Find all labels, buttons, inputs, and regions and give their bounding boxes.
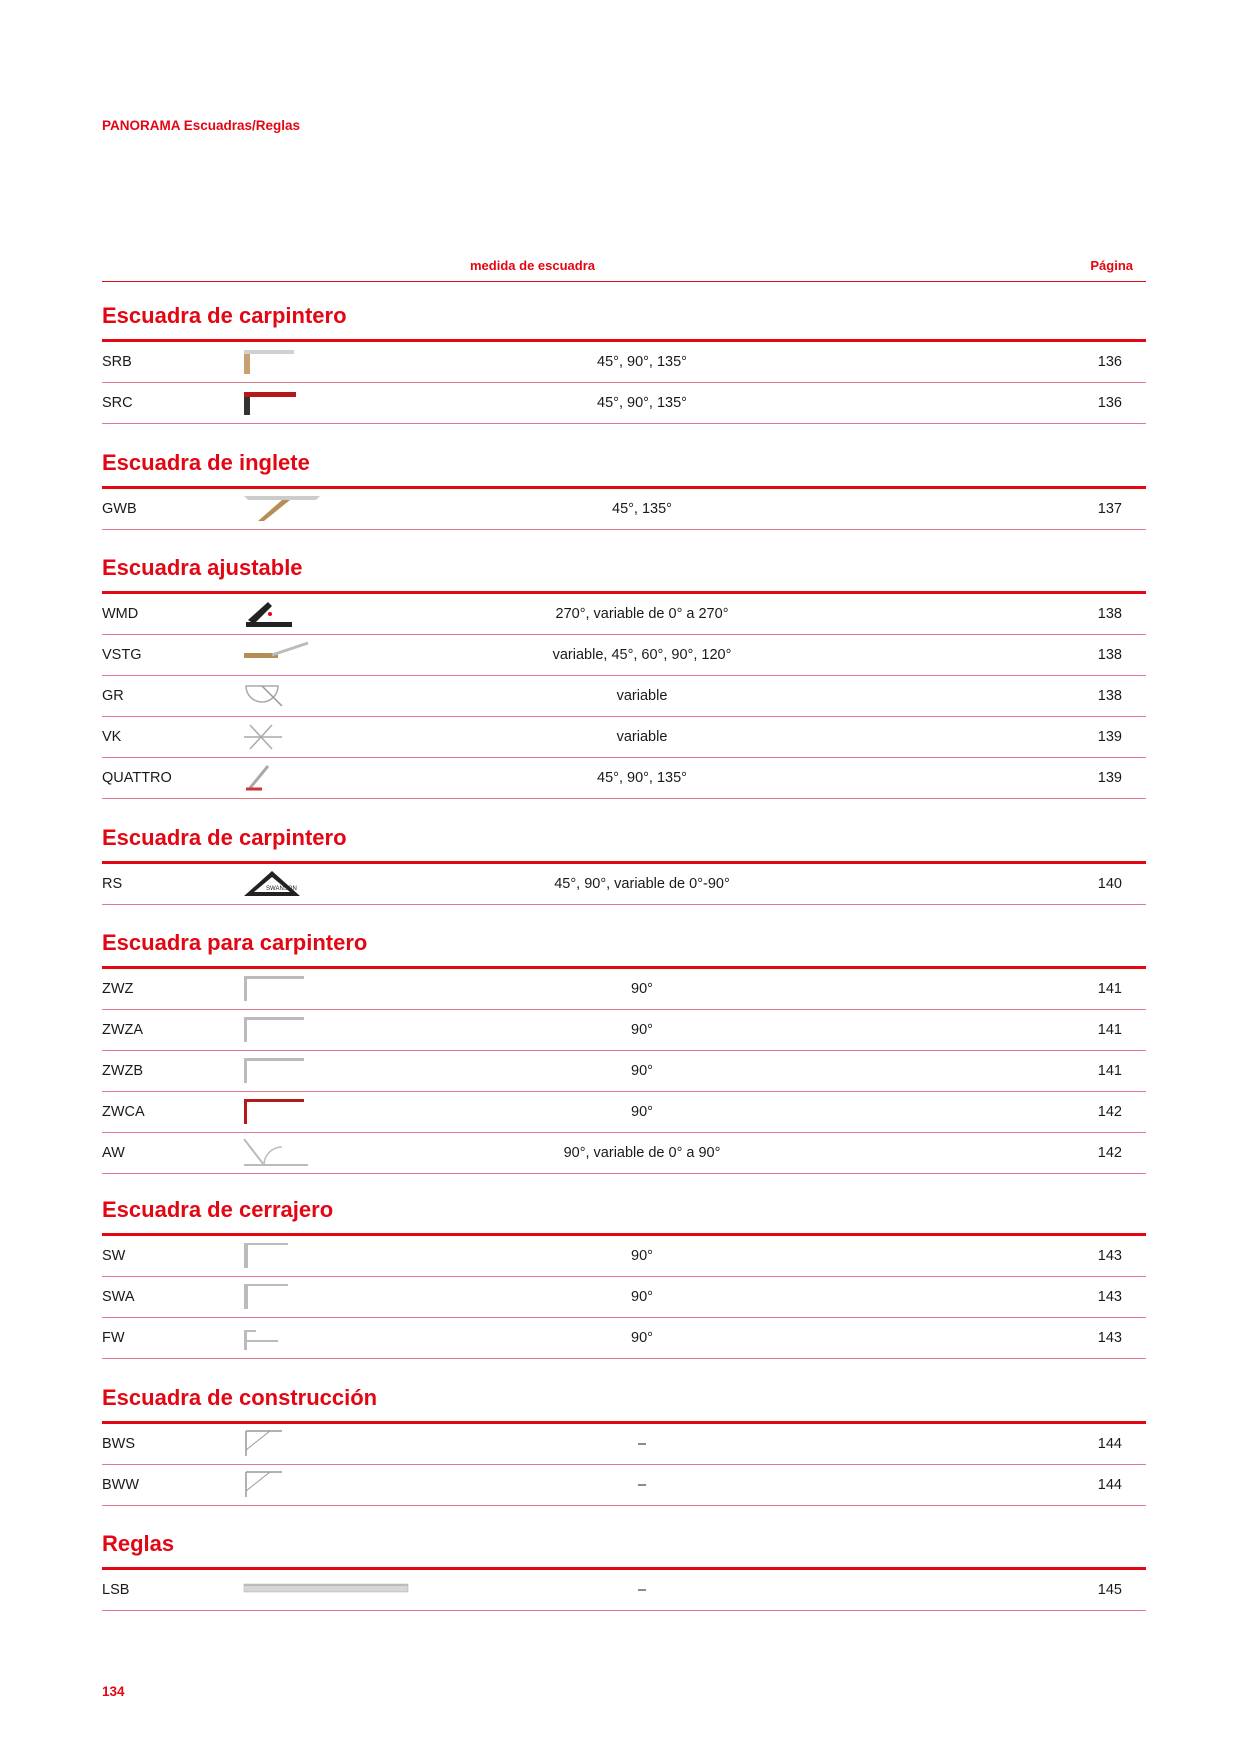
section — [102, 1196, 1146, 1359]
page-reference: 142 — [1097, 1104, 1122, 1120]
table-row — [102, 1277, 1146, 1318]
svg-text:SWANSON: SWANSON — [266, 886, 297, 892]
table-row — [102, 635, 1146, 676]
angle-measure: 45°, 90°, 135° — [597, 395, 687, 411]
table-row — [102, 1051, 1146, 1092]
section — [102, 1384, 1146, 1506]
product-code: VK — [102, 729, 122, 745]
section-title: Escuadra para carpintero — [102, 930, 368, 955]
product-code: SW — [102, 1248, 126, 1264]
product-code: AW — [102, 1145, 125, 1161]
product-code: GR — [102, 688, 124, 704]
table-row — [102, 383, 1146, 424]
product-code: VSTG — [102, 647, 142, 663]
angle-measure: 90° — [631, 1022, 653, 1038]
angle-measure: – — [637, 1436, 647, 1452]
angle-measure: 90°, variable de 0° a 90° — [563, 1145, 721, 1161]
page-reference: 138 — [1097, 647, 1122, 663]
section — [102, 554, 1146, 799]
angle-measure: – — [637, 1477, 647, 1493]
section-title: Escuadra de cerrajero — [102, 1197, 334, 1222]
flat-square-icon — [242, 973, 322, 1005]
protractor-square-icon — [242, 1137, 322, 1169]
product-code: FW — [102, 1330, 125, 1346]
page-reference: 141 — [1097, 1063, 1122, 1079]
angle-measure: variable, 45°, 60°, 90°, 120° — [552, 647, 732, 663]
product-code: BWS — [102, 1436, 136, 1452]
braced-square-icon — [242, 1469, 322, 1501]
product-code: SRB — [102, 354, 132, 370]
page-reference: 145 — [1097, 1582, 1122, 1598]
angle-measure: 45°, 135° — [612, 501, 672, 517]
product-code: SWA — [102, 1289, 135, 1305]
table-row — [102, 676, 1146, 717]
page-reference: 142 — [1097, 1145, 1122, 1161]
angle-measure: 90° — [631, 1104, 653, 1120]
braced-square-icon — [242, 1428, 322, 1460]
section-title: Escuadra de inglete — [102, 450, 310, 475]
header-title: PANORAMA Escuadras/Reglas — [102, 118, 301, 133]
angle-measure: 45°, 90°, variable de 0°-90° — [554, 876, 730, 892]
page-reference: 138 — [1097, 688, 1122, 704]
table-row — [102, 1133, 1146, 1174]
product-code: ZWZ — [102, 981, 134, 997]
product-code: GWB — [102, 501, 137, 517]
table-row — [102, 1318, 1146, 1359]
folding-square-icon — [242, 762, 322, 794]
angle-measure: – — [637, 1582, 647, 1598]
table-row — [102, 1570, 1146, 1611]
page-reference: 143 — [1097, 1330, 1122, 1346]
page-reference: 138 — [1097, 606, 1122, 622]
angle-measure: 270°, variable de 0° a 270° — [555, 606, 729, 622]
section-title: Escuadra de carpintero — [102, 303, 347, 328]
product-code: LSB — [102, 1582, 130, 1598]
page-reference: 143 — [1097, 1248, 1122, 1264]
table-row — [102, 864, 1146, 905]
angle-measure: 90° — [631, 1289, 653, 1305]
page-reference: 139 — [1097, 770, 1122, 786]
rafter-square-icon — [242, 868, 322, 900]
product-code: BWW — [102, 1477, 140, 1493]
product-code: QUATTRO — [102, 770, 172, 786]
angle-measure: 90° — [631, 1063, 653, 1079]
flat-square-icon — [242, 1055, 322, 1087]
table-row — [102, 758, 1146, 799]
angle-measure: variable — [616, 688, 668, 704]
product-code: ZWCA — [102, 1104, 145, 1120]
steel-ruler-icon — [242, 1574, 322, 1606]
machinist-square-icon — [242, 1240, 322, 1272]
section — [102, 1530, 1146, 1611]
product-code: ZWZB — [102, 1063, 144, 1079]
angle-measure: 90° — [631, 1248, 653, 1264]
table-row — [102, 594, 1146, 635]
section — [102, 929, 1146, 1174]
page-reference: 137 — [1097, 501, 1122, 517]
machinist-square-icon — [242, 1281, 322, 1313]
section — [102, 449, 1146, 530]
page-reference: 136 — [1097, 354, 1122, 370]
section-title: Escuadra de carpintero — [102, 825, 347, 850]
column-header-measure: medida de escuadra — [470, 258, 595, 273]
flat-machinist-square-icon — [242, 1322, 322, 1354]
page-reference: 141 — [1097, 981, 1122, 997]
section — [102, 302, 1146, 424]
angle-measure: 90° — [631, 981, 653, 997]
protractor-icon — [242, 680, 322, 712]
angle-gauge-icon — [242, 721, 322, 753]
angle-measure: variable — [616, 729, 668, 745]
product-code: WMD — [102, 606, 139, 622]
page-reference: 140 — [1097, 876, 1122, 892]
product-code: SRC — [102, 395, 133, 411]
angle-measure: 90° — [631, 1330, 653, 1346]
page-reference: 139 — [1097, 729, 1122, 745]
table-row — [102, 1236, 1146, 1277]
footer-page-number: 134 — [102, 1684, 125, 1699]
page-reference: 144 — [1097, 1436, 1122, 1452]
table-row — [102, 717, 1146, 758]
product-code: RS — [102, 876, 123, 892]
angle-measure: 45°, 90°, 135° — [597, 354, 687, 370]
table-row — [102, 489, 1146, 530]
angle-measure: 45°, 90°, 135° — [597, 770, 687, 786]
table-row — [102, 342, 1146, 383]
sliding-bevel-icon — [242, 639, 322, 671]
section-title: Escuadra de construcción — [102, 1385, 378, 1410]
digital-angle-icon — [242, 598, 322, 630]
page-reference: 143 — [1097, 1289, 1122, 1305]
section-title: Escuadra ajustable — [102, 555, 303, 580]
red-flat-square-icon — [242, 1096, 322, 1128]
page-reference: 136 — [1097, 395, 1122, 411]
section — [102, 824, 1146, 905]
red-square-icon — [242, 387, 322, 419]
column-header-page: Página — [1090, 258, 1133, 273]
header-divider — [102, 281, 1146, 282]
table-row — [102, 1424, 1146, 1465]
table-row — [102, 1092, 1146, 1133]
table-row — [102, 1010, 1146, 1051]
section-title: Reglas — [102, 1531, 175, 1556]
wood-square-icon — [242, 346, 322, 378]
table-row — [102, 1465, 1146, 1506]
table-row — [102, 969, 1146, 1010]
flat-square-icon — [242, 1014, 322, 1046]
page-reference: 144 — [1097, 1477, 1122, 1493]
miter-square-icon — [242, 493, 322, 525]
page-reference: 141 — [1097, 1022, 1122, 1038]
product-code: ZWZA — [102, 1022, 144, 1038]
